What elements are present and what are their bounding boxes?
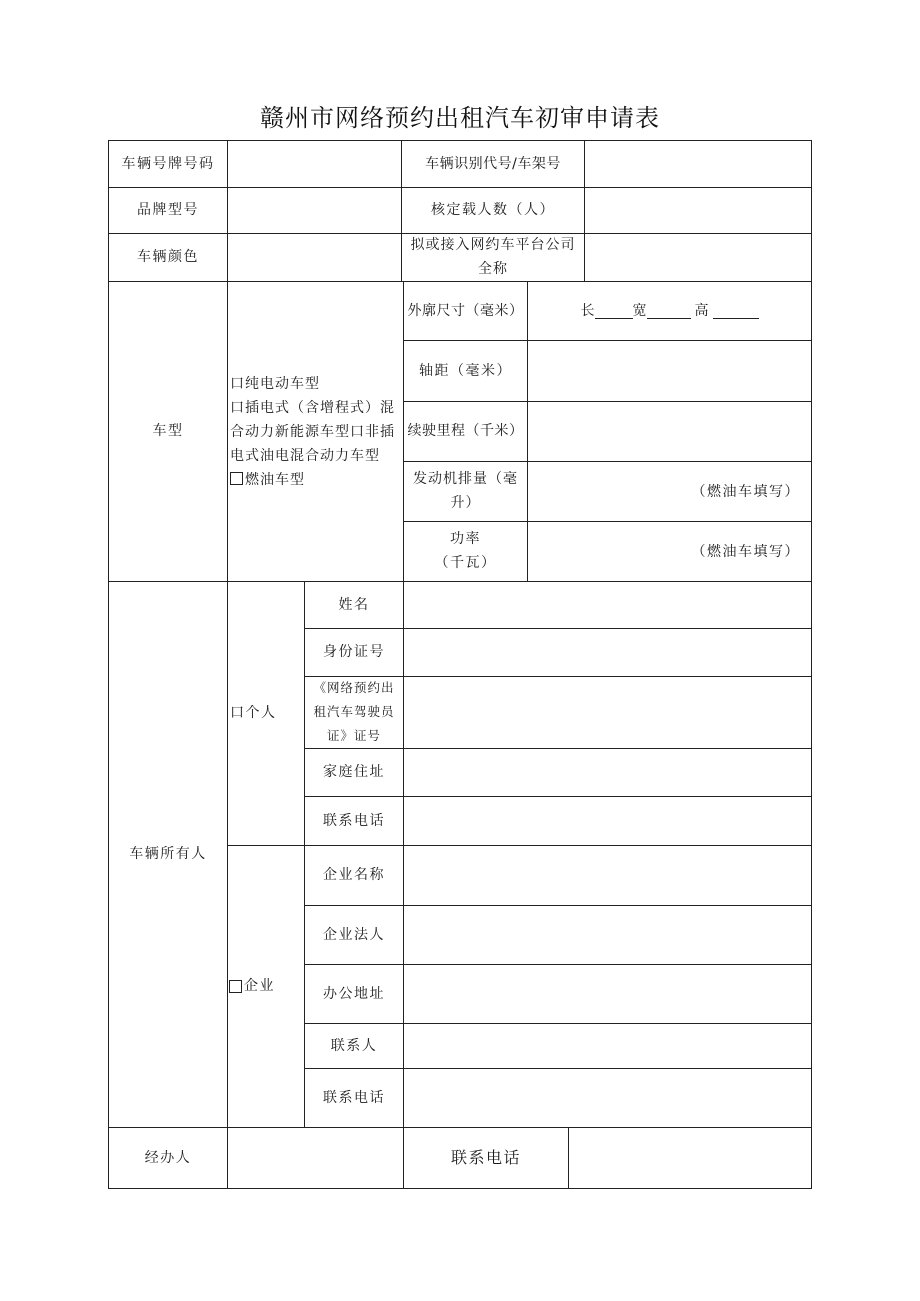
- table-border-right: [811, 140, 812, 1189]
- wheelbase-field[interactable]: [528, 341, 811, 401]
- office-address-field[interactable]: [404, 965, 811, 1023]
- power-label: [404, 521, 527, 581]
- individual-phone-field[interactable]: [404, 797, 811, 845]
- home-address-label: 家庭住址: [323, 764, 385, 780]
- option-pure-electric[interactable]: 口纯电动车型: [230, 376, 320, 392]
- handler-phone-field[interactable]: [569, 1128, 811, 1188]
- range-label: 续驶里程（千米）: [407, 423, 524, 439]
- vehicle-type-label: 车型: [152, 423, 184, 439]
- brand-model-label: 品牌型号: [137, 202, 199, 218]
- vin-label: 车辆识别代号/车架号: [425, 155, 561, 172]
- seats-field[interactable]: [585, 188, 811, 233]
- displacement-note: （燃油车填写）: [691, 483, 800, 500]
- enterprise-option-label: 企业: [244, 978, 275, 994]
- displacement-field[interactable]: [528, 462, 800, 521]
- power-label-line1: 功率: [450, 531, 481, 547]
- dim-width-label: 宽: [632, 303, 647, 319]
- power-note: （燃油车填写）: [691, 543, 800, 560]
- range-field[interactable]: [528, 402, 811, 461]
- driver-license-field[interactable]: [404, 677, 811, 748]
- displacement-label: 发动机排量（毫升）: [413, 471, 518, 511]
- office-address-label: 办公地址: [323, 985, 385, 1002]
- legal-representative-field[interactable]: [404, 906, 811, 964]
- vehicle-owner-label: 车辆所有人: [129, 846, 207, 862]
- dimensions-field[interactable]: [528, 282, 811, 340]
- dim-length-label: 长: [580, 303, 595, 319]
- fuel-checkbox[interactable]: [230, 472, 243, 485]
- company-phone-label: 联系电话: [323, 1089, 385, 1106]
- table-border-bottom: [108, 1188, 812, 1189]
- company-name-field[interactable]: [404, 846, 811, 905]
- power-label-line2: （千瓦）: [434, 555, 497, 571]
- home-address-field[interactable]: [404, 749, 811, 796]
- form-title: 赣州市网络预约出租汽车初审申请表: [260, 104, 660, 132]
- individual-phone-label: 联系电话: [323, 812, 385, 829]
- vehicle-color-field[interactable]: [228, 234, 401, 281]
- individual-option[interactable]: 口个人: [230, 705, 277, 721]
- vehicle-type-options: [230, 372, 402, 496]
- enterprise-option[interactable]: [229, 845, 304, 1127]
- vehicle-color-label: 车辆颜色: [137, 249, 199, 265]
- dim-length-blank[interactable]: [595, 304, 633, 319]
- name-field[interactable]: [404, 582, 811, 628]
- seats-label: 核定载人数（人）: [431, 202, 555, 218]
- company-phone-field[interactable]: [404, 1069, 811, 1127]
- option-fuel: 燃油车型: [245, 472, 305, 488]
- contact-person-label: 联系人: [330, 1037, 378, 1054]
- power-field[interactable]: [528, 522, 800, 581]
- wheelbase-label: 轴距（毫米）: [419, 362, 512, 379]
- plate-number-label: 车辆号牌号码: [121, 155, 215, 172]
- handler-label: 经办人: [144, 1149, 192, 1166]
- legal-representative-label: 企业法人: [323, 926, 385, 943]
- id-number-field[interactable]: [404, 629, 811, 676]
- dim-height-label: 高: [694, 303, 709, 319]
- plate-number-field[interactable]: [228, 141, 401, 187]
- vin-field[interactable]: [585, 141, 811, 187]
- platform-company-label: 拟或接入网约车平台公司全称: [410, 237, 576, 277]
- dim-height-blank[interactable]: [713, 304, 759, 319]
- option-plugin-hybrid[interactable]: 口插电式（含增程式）混合动力新能源车型口非插电式油电混合动力车型: [230, 400, 395, 464]
- platform-company-field[interactable]: [585, 234, 811, 281]
- contact-person-field[interactable]: [404, 1024, 811, 1068]
- handler-field[interactable]: [228, 1128, 403, 1188]
- option-fuel-row[interactable]: [230, 468, 400, 492]
- enterprise-checkbox[interactable]: [229, 980, 242, 993]
- id-number-label: 身份证号: [323, 644, 385, 660]
- company-name-label: 企业名称: [323, 867, 385, 883]
- brand-model-field[interactable]: [228, 188, 401, 233]
- dim-width-blank[interactable]: [647, 304, 691, 319]
- driver-license-label: 《网络预约出租汽车驾驶员证》证号: [313, 680, 395, 743]
- handler-phone-label: 联系电话: [450, 1147, 521, 1167]
- dimensions-label: 外廓尺寸（毫米）: [407, 302, 524, 319]
- name-label: 姓名: [338, 596, 370, 613]
